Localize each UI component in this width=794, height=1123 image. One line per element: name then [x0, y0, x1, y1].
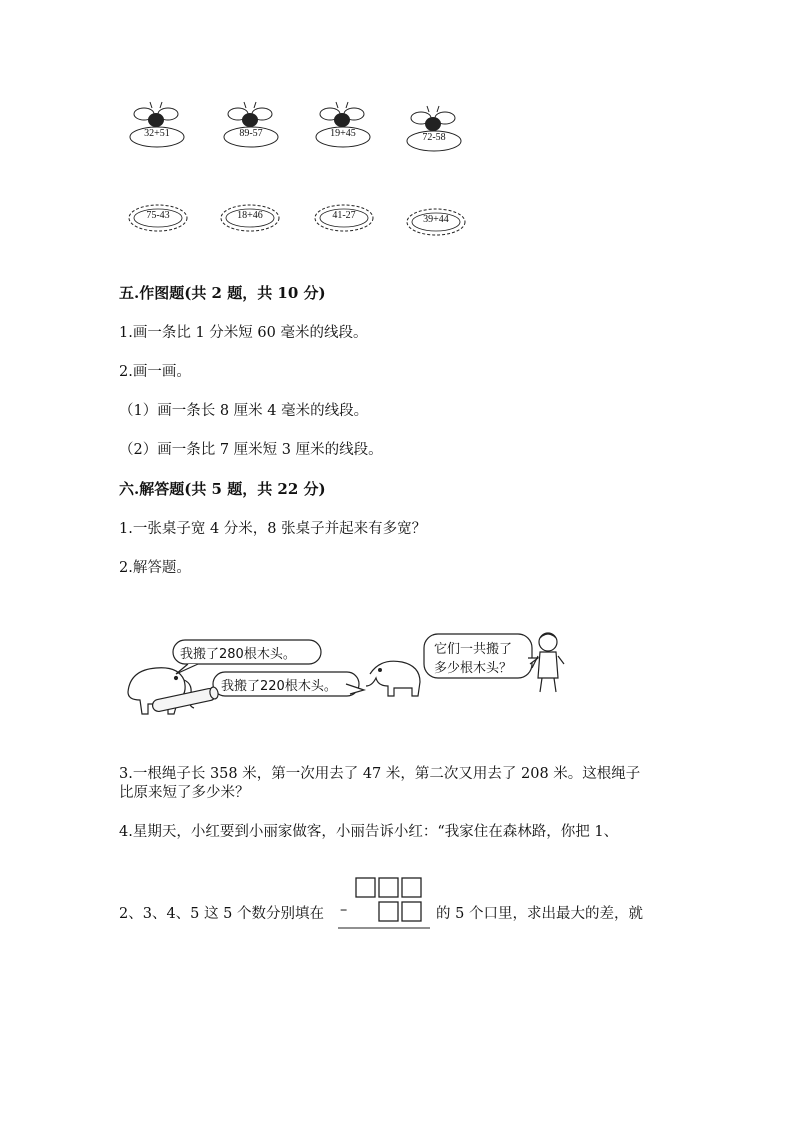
- section5-q1: 1.画一条比 1 分米短 60 毫米的线段。: [119, 325, 368, 341]
- bee-problem: 32+51: [144, 128, 170, 139]
- section6-heading: 六.解答题(共 5 题，共 22 分): [119, 480, 326, 498]
- section5-q2: 2.画一画。: [119, 364, 191, 380]
- boy-icon: [532, 633, 564, 692]
- bee-card: [128, 100, 208, 160]
- section5-heading: 五.作图题(共 2 题，共 10 分): [119, 284, 326, 302]
- flower-card: [127, 202, 189, 234]
- section5-q2a: （1）画一条长 8 厘米 4 毫米的线段。: [119, 403, 369, 419]
- bee-card: [405, 104, 485, 164]
- elephant-icon: [366, 661, 420, 696]
- flower-problem: 41-27: [332, 210, 356, 221]
- bee-card: [222, 100, 302, 160]
- section6-q4-line1: 4.星期天，小红要到小丽家做客，小丽告诉小红：“我家住在森林路，你把 1、: [119, 824, 619, 840]
- section6-q3-line2: 比原来短了多少米？: [119, 785, 250, 801]
- flower-problem: 39+44: [423, 214, 449, 225]
- minus-sign: –: [340, 902, 348, 918]
- bee-problem: 89-57: [239, 128, 263, 139]
- elephant-illustration: [118, 628, 578, 724]
- bee-problem: 19+45: [330, 128, 356, 139]
- bubble-1-text: 我搬了280根木头。: [180, 647, 296, 662]
- section6-q2: 2.解答题。: [119, 560, 191, 576]
- flower-card: [219, 202, 281, 234]
- section6-q4-line2-before: 2、3、4、5 这 5 个数分别填在: [119, 906, 324, 922]
- flower-problem: 18+46: [237, 210, 263, 221]
- flower-card: [405, 206, 467, 238]
- section5-q2b: （2）画一条比 7 厘米短 3 厘米的线段。: [119, 442, 383, 458]
- digit-boxes-drawing: [338, 876, 430, 930]
- flower-problem: 75-43: [146, 210, 170, 221]
- bubble-3-line1: 它们一共搬了: [434, 642, 513, 657]
- section6-q3-line1: 3.一根绳子长 358 米，第一次用去了 47 米，第二次又用去了 208 米。这根绳子: [119, 766, 641, 782]
- section6-q4-line2-after: 的 5 个口里，求出最大的差，就: [436, 906, 643, 922]
- section6-q1: 1.一张桌子宽 4 分米，8 张桌子并起来有多宽？: [119, 521, 427, 537]
- bee-card: [314, 100, 394, 160]
- bee-problem: 72-58: [422, 132, 446, 143]
- bubble-3-line2: 多少根木头？: [434, 661, 513, 676]
- flower-card: [313, 202, 375, 234]
- bubble-2-text: 我搬了220根木头。: [221, 679, 337, 694]
- digit-box-grid: [338, 876, 430, 930]
